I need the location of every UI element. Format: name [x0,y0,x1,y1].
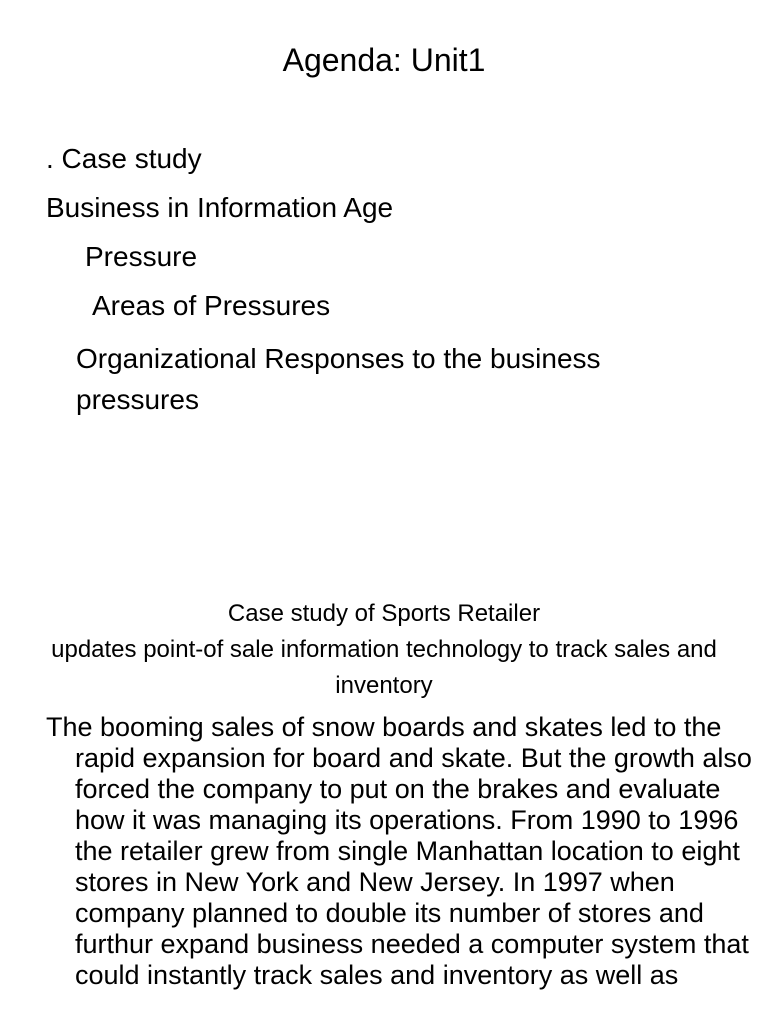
case-study-subtitle: updates point-of sale information technology to track sales and inventory [51,636,717,699]
case-study-slide [0,560,768,1024]
case-study-title: Case study of Sports Retailer [227,600,541,627]
slide-title: Agenda: Unit1 [282,42,486,78]
agenda-item-organizational-responses: Organizational Responses to the business pressures [76,343,601,415]
agenda-list [46,142,726,420]
agenda-item-areas-of-pressures: Areas of Pressures [92,290,331,321]
agenda-item-case-study: . Case study [46,143,202,174]
case-study-body: The booming sales of snow boards and skates led to the rapid expansion for board and skate. But the growth also forced the company to put on the brakes and evaluate how it was managing its operations. From 1990 to 1996 the retailer grew from single Manhattan location to eight stores in New York and New Jersey. In 1997 when company planned to double its number of stores and furthur expand business needed a computer system that could instantly track sales and inventory as well as [46,712,752,990]
agenda-item-business-information-age: Business in Information Age [46,192,394,223]
case-study-heading [20,596,748,704]
agenda-item-pressure: Pressure [85,241,198,272]
